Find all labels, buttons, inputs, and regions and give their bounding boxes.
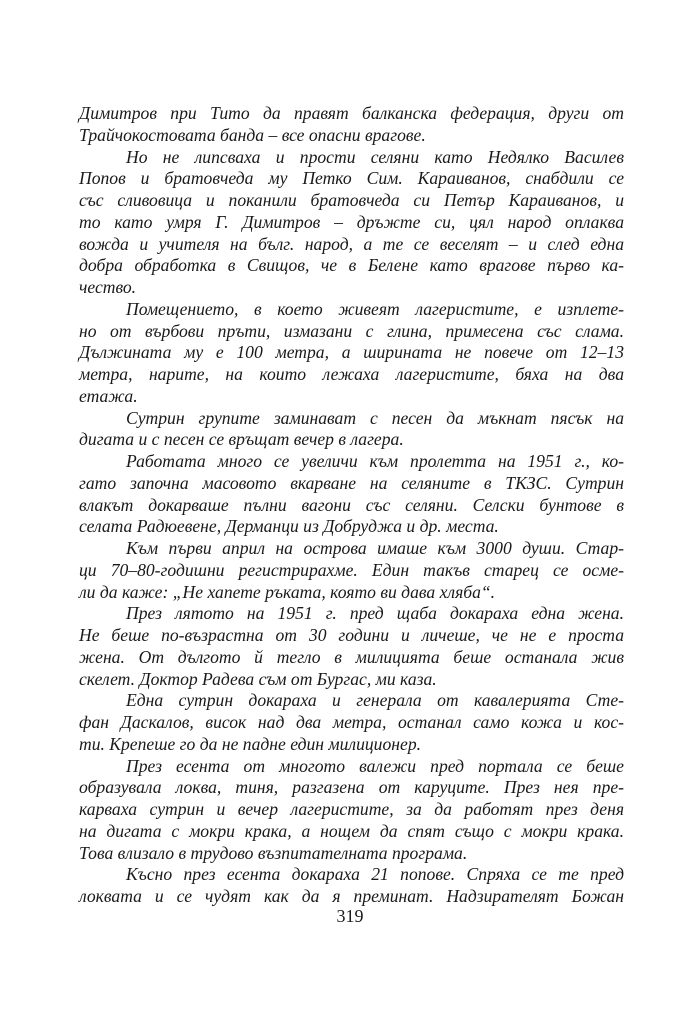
text-line: ли да каже: „Не хапете ръката, която ви дава хляба“. [79,581,496,602]
text-line: скелет. Доктор Радева съм от Бургас, ми каза. [79,668,437,689]
text-line: карваха сутрин и вечер лагеристите, за да работят през деня [79,799,624,819]
text-line: През лятото на 1951 г. пред щаба докараха една жена. [126,603,624,624]
text-line: чество. [79,277,137,297]
text-line: гато започна масовото вкарване на селяните в ТКЗС. Сутрин [79,472,624,493]
text-line: Дължината му е 100 метра, а ширината не повече от 12–13 [79,342,624,363]
text-line: на дигата с мокри крака, а нощем да спят също с мокри крака. [79,820,624,841]
paragraph [79,408,624,452]
paragraph [79,103,624,147]
text-line: Помещението, в което живеят лагеристите, е изплете- [126,298,624,319]
paragraph [79,299,624,408]
paragraph [79,451,624,538]
text-line: ти. Крепеше го да не падне един милиционер. [79,733,422,754]
paragraph [79,147,624,299]
text-line: влакът докарваше пълни вагони със селяни. Селски бунтове в [79,494,624,515]
text-line: селата Радюевене, Дерманци из Добруджа и др. места. [79,516,499,537]
text-line: Това влизало в трудово възпитателната програма. [79,842,468,863]
text-line: но от върбови пръти, измазани с глина, примесена със слама. [79,320,624,341]
text-line: дигата и с песен се връщат вечер в лагера. [79,429,404,450]
book-page-text [79,103,624,908]
text-line: През есента от многото валежи пред портала се беше [126,755,624,776]
text-line: Късно през есента докараха 21 попове. Спряха се те пред [126,864,624,885]
text-line: жена. От дългото й тегло в милицията беше останала жив [79,646,624,667]
text-line: образувала локва, тиня, разгазена от каруците. През нея пре- [79,777,624,798]
text-line: ци 70–80-годишни регистрирахме. Един такъв старец се осме- [79,559,624,580]
paragraph [79,690,624,755]
text-line: Една сутрин докараха и генерала от кавалерията Сте- [126,690,624,711]
text-line: Към първи април на острова имаше към 3000 души. Стар- [126,538,624,558]
page-number: 319 [336,906,364,926]
paragraph [79,538,624,603]
text-line: вожда и учителя на бълг. народ, а те се веселят – и след една [79,233,624,254]
text-line: Сутрин групите заминават с песен да мъкнат пясък на [126,407,624,428]
text-line: Работата много се увеличи към пролетта на 1951 г., ко- [126,451,624,471]
text-line: добра обработка в Свищов, че в Белене като врагове първо ка- [79,255,624,276]
text-line: фан Даскалов, висок над два метра, останал само кожа и кос- [79,712,624,732]
text-line: със сливовица и поканили братовчеда си Петър Караиванов, и [79,190,624,210]
paragraph [79,756,624,865]
text-line: локвата и се чудят как да я преминат. Надзирателят Божан [79,886,624,906]
paragraph [79,864,624,908]
text-line: Попов и братовчеда му Петко Сим. Караиванов, снабдили се [79,168,624,189]
text-line: Димитров при Тито да правят балканска федерация, други от [79,103,624,123]
text-line: етажа. [79,385,138,406]
text-line: Но не липсваха и прости селяни като Недялко Василев [126,146,624,167]
text-line: Трайчокостовата банда – все опасни врагове. [79,124,426,145]
paragraph [79,603,624,690]
text-line: то като умря Г. Димитров – дръжте си, цял народ оплаква [79,211,624,232]
text-line: метра, нарите, на които лежаха лагеристите, бяха на два [79,364,624,384]
text-line: Не беше по-възрастна от 30 години и личеше, че не е проста [79,625,624,645]
